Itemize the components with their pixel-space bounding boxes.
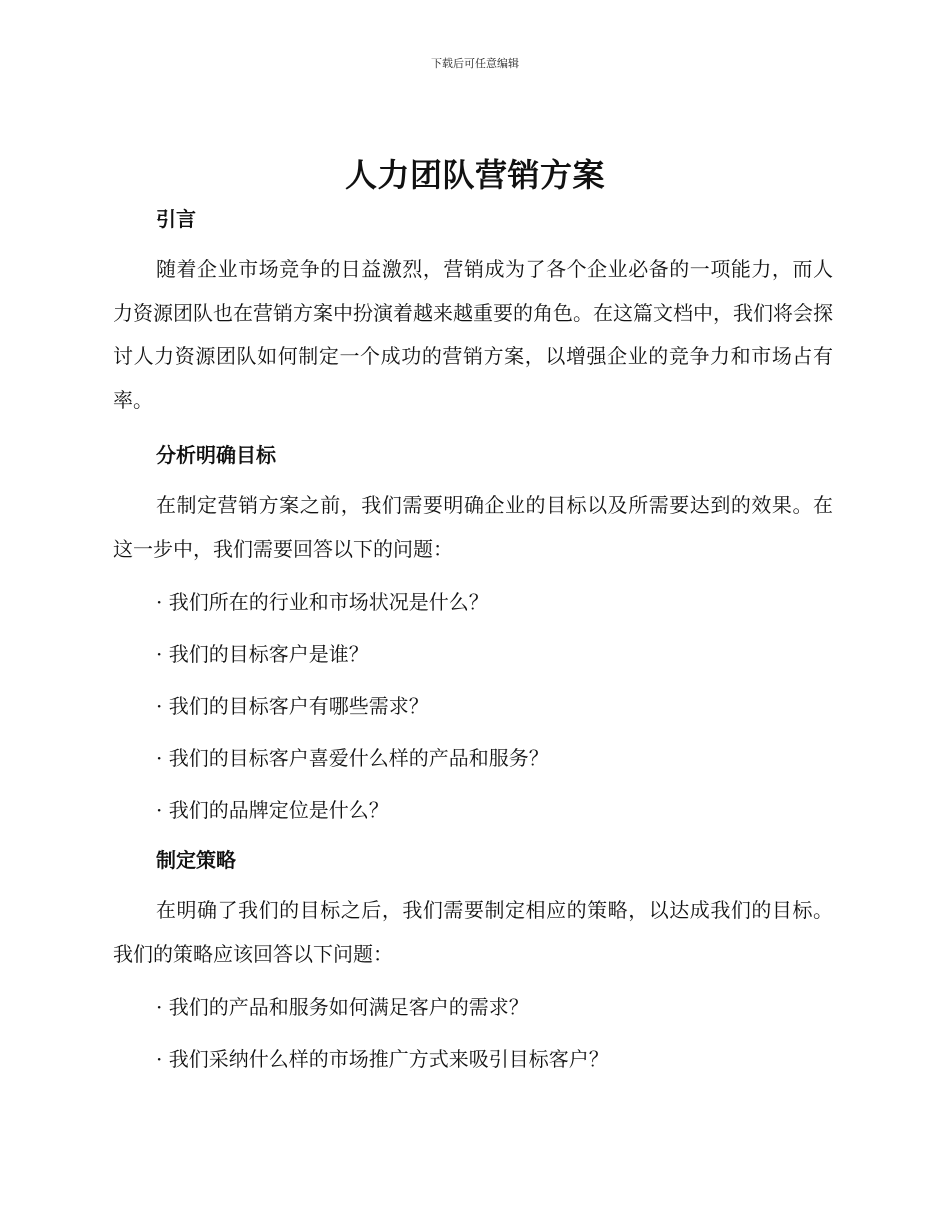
page-header-note: 下载后可任意编辑 bbox=[431, 57, 519, 70]
strategy-paragraph: 在明确了我们的目标之后，我们需要制定相应的策略，以达成我们的目标。我们的策略应该回答以下问题： bbox=[113, 898, 833, 966]
document-body bbox=[113, 200, 833, 1080]
goals-bullet: · 我们的目标客户是谁？ bbox=[156, 642, 369, 666]
goals-bullet: · 我们的目标客户有哪些需求？ bbox=[156, 694, 429, 718]
goals-bullet: · 我们的目标客户喜爱什么样的产品和服务？ bbox=[156, 746, 549, 770]
goals-paragraph: 在制定营销方案之前，我们需要明确企业的目标以及所需要达到的效果。在这一步中，我们需要回答以下的问题： bbox=[113, 493, 833, 561]
strategy-bullet: · 我们的产品和服务如何满足客户的需求？ bbox=[156, 995, 529, 1019]
goals-bullet: · 我们的品牌定位是什么？ bbox=[156, 798, 389, 822]
document-title: 人力团队营销方案 bbox=[344, 156, 605, 194]
section-heading-goals: 分析明确目标 bbox=[156, 443, 276, 467]
goals-bullet: · 我们所在的行业和市场状况是什么？ bbox=[156, 590, 489, 614]
strategy-bullet: · 我们采纳什么样的市场推广方式来吸引目标客户？ bbox=[156, 1047, 609, 1071]
section-heading-strategy: 制定策略 bbox=[156, 848, 236, 872]
section-heading-intro: 引言 bbox=[156, 207, 196, 231]
intro-paragraph: 随着企业市场竞争的日益激烈，营销成为了各个企业必备的一项能力，而人力资源团队也在营销方案中扮演着越来越重要的角色。在这篇文档中，我们将会探讨人力资源团队如何制定一个成功的营销方案，以增强企业的竞争力和市场占有率。 bbox=[113, 257, 833, 412]
